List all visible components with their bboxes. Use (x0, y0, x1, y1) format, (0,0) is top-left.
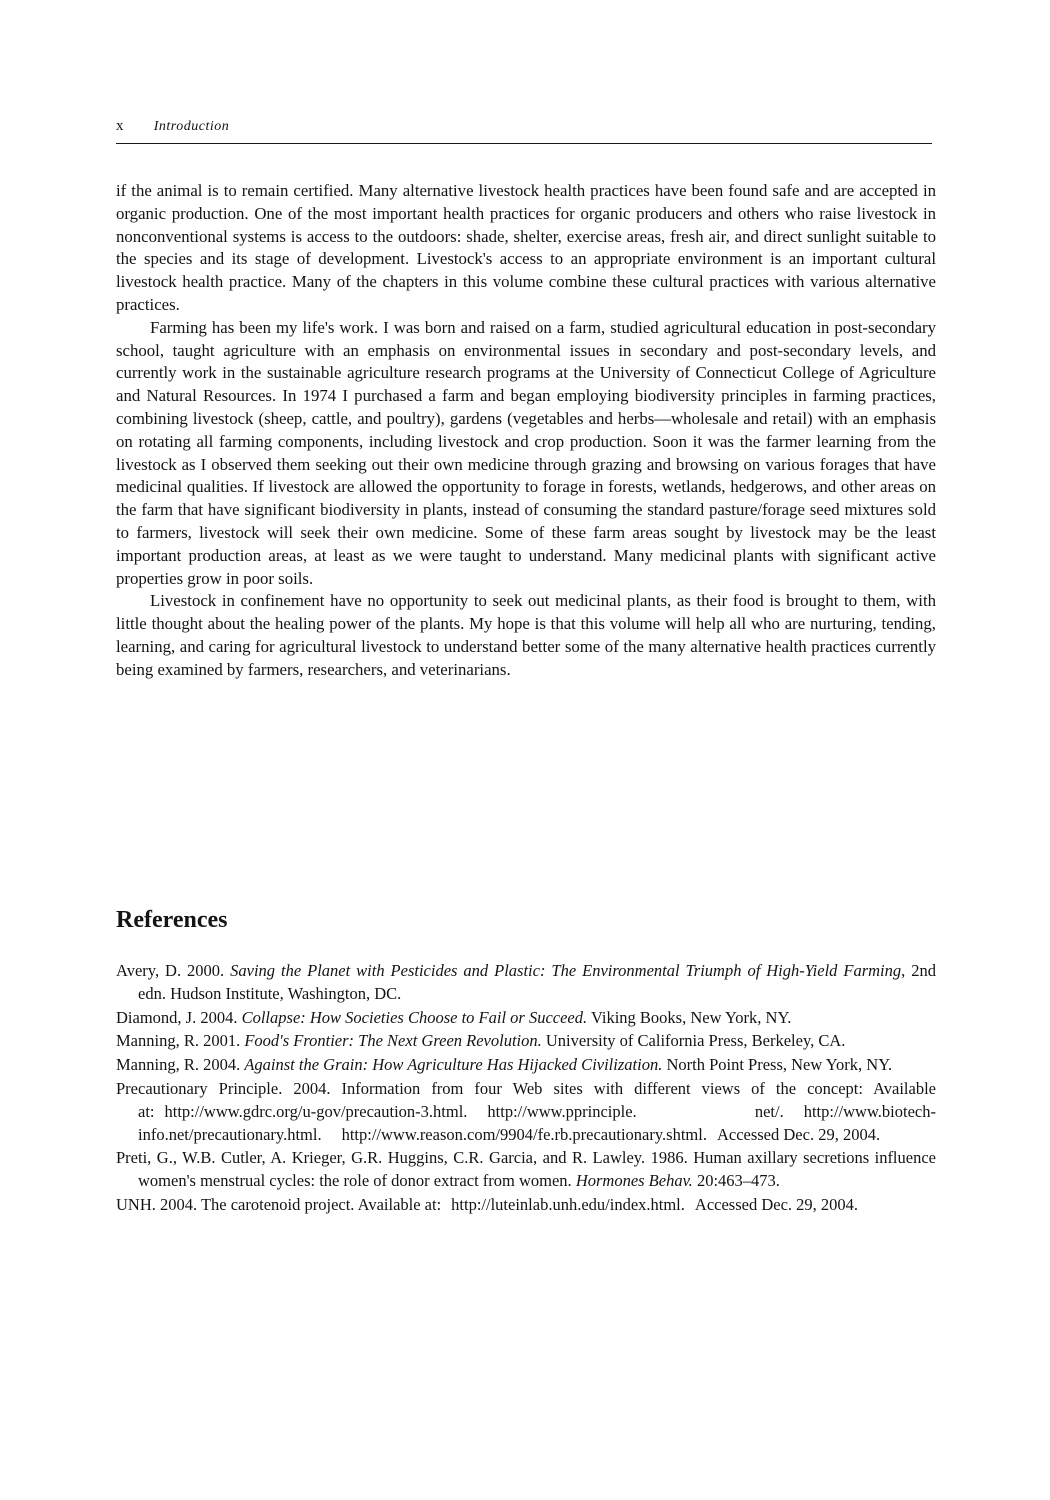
body-text (116, 180, 936, 682)
reference-item (116, 1054, 936, 1077)
reference-text: Accessed Dec. 29, 2004. (694, 1194, 859, 1214)
reference-text: Viking Books, New York, NY. (587, 1007, 792, 1027)
reference-url[interactable]: http://luteinlab.unh.edu/index.html. (451, 1194, 685, 1214)
reference-text: Avery, D. 2000. (116, 961, 231, 980)
reference-text: North Point Press, New York, NY. (662, 1055, 893, 1075)
running-head-title: Introduction (153, 119, 230, 134)
reference-title: Hormones Behav. (575, 1171, 693, 1191)
paragraph-2: Farming has been my life's work. I was born and raised on a farm, studied agricultural education in post-secondary school, taught agriculture with an emphasis on environmental issues in secondary and post-secondary levels, and currently work in the sustainable agriculture research programs at the University of Connecticut College of Agriculture and Natural Resources. In 1974 I purchased a farm and began employing biodiversity principles in farming practices, combining livestock (sheep, cattle, and poultry), gardens (vegetables and herbs—wholesale and retail) with an emphasis on rotating all farming components, including livestock and crop production. Soon it was the farmer learning from the livestock as I observed them seeking out their own medicine through grazing and browsing on various forages that have medicinal qualities. If livestock are allowed the opportunity to forage in forests, wetlands, hedgerows, and other areas on the farm that have significant biodiversity in plants, instead of consuming the standard pasture/forage seed mixtures sold to farmers, livestock will seek their own medicine. Some of these farm areas sought by livestock may be the least important production areas, at least as we were taught to understand. Many medicinal plants with significant active properties grow in poor soils. (116, 317, 936, 588)
running-head (116, 116, 932, 142)
page-number: x (116, 118, 124, 134)
reference-text: UNH. 2004. The carotenoid project. Available at: (116, 1194, 442, 1214)
paragraph-1: if the animal is to remain certified. Many alternative livestock health practices have been found safe and are accepted in organic production. One of the most important health practices for organic producers and others who raise livestock in nonconventional systems is access to the outdoors: shade, shelter, exercise areas, fresh air, and direct sunlight suitable to the species and its stage of development. Livestock's access to an appropriate environment is an important cultural livestock health practice. Many of the chapters in this volume combine these cultural practices with various alternative practices. (116, 181, 936, 314)
reference-url[interactable]: http://www.biotech-info.net/precautionary.html. (138, 1101, 936, 1144)
paragraph-3: Livestock in confinement have no opportunity to seek out medicinal plants, as their food is brought to them, with little thought about the healing power of the plants. My hope is that this volume will help all who are nurturing, tending, learning, and caring for agricultural livestock to understand better some of the many alternative health practices currently being examined by farmers, researchers, and veterinarians. (116, 591, 936, 679)
reference-title: Collapse: How Societies Choose to Fail or Succeed. (241, 1007, 588, 1027)
reference-title: Food's Frontier: The Next Green Revolution. (244, 1031, 542, 1051)
reference-item (116, 960, 936, 1006)
reference-title: Against the Grain: How Agriculture Has Hijacked Civilization. (244, 1055, 663, 1075)
reference-text: Preti, G., W.B. Cutler, A. Krieger, G.R. Huggins, C.R. Garcia, and R. Lawley. 1986. Human axillary secretions influence women's menstrual cycles: the role of donor extract from women. (116, 1148, 936, 1191)
reference-title: Saving the Planet with Pesticides and Plastic: The Environmental Triumph of High-Yield Farming (230, 961, 902, 980)
reference-url[interactable]: http://www.pprinciple. net/. (487, 1101, 784, 1121)
reference-item (116, 1147, 936, 1193)
reference-text: Diamond, J. 2004. (116, 1007, 242, 1027)
reference-item (116, 1007, 936, 1030)
reference-item (116, 1078, 936, 1146)
reference-text: University of California Press, Berkeley, CA. (541, 1031, 846, 1051)
reference-url[interactable]: http://www.gdrc.org/u-gov/precaution-3.html. (164, 1101, 468, 1121)
header-rule (116, 143, 932, 144)
reference-list (116, 960, 936, 1218)
reference-text: Accessed Dec. 29, 2004. (716, 1124, 881, 1144)
reference-text: Manning, R. 2004. (116, 1055, 245, 1075)
reference-text: 20:463–473. (692, 1171, 780, 1191)
reference-item (116, 1194, 936, 1217)
reference-text: Manning, R. 2001. (116, 1031, 245, 1051)
references-heading: References (116, 907, 228, 933)
reference-text: Precautionary Principle. 2004. Information from four Web sites with different views of the concept: Available at: (116, 1078, 936, 1121)
reference-url[interactable]: http://www.reason.com/9904/fe.rb.precautionary.shtml. (341, 1124, 707, 1144)
reference-item (116, 1030, 936, 1053)
reference-text: , 2nd edn. Hudson Institute, Washington, DC. (138, 961, 936, 1003)
